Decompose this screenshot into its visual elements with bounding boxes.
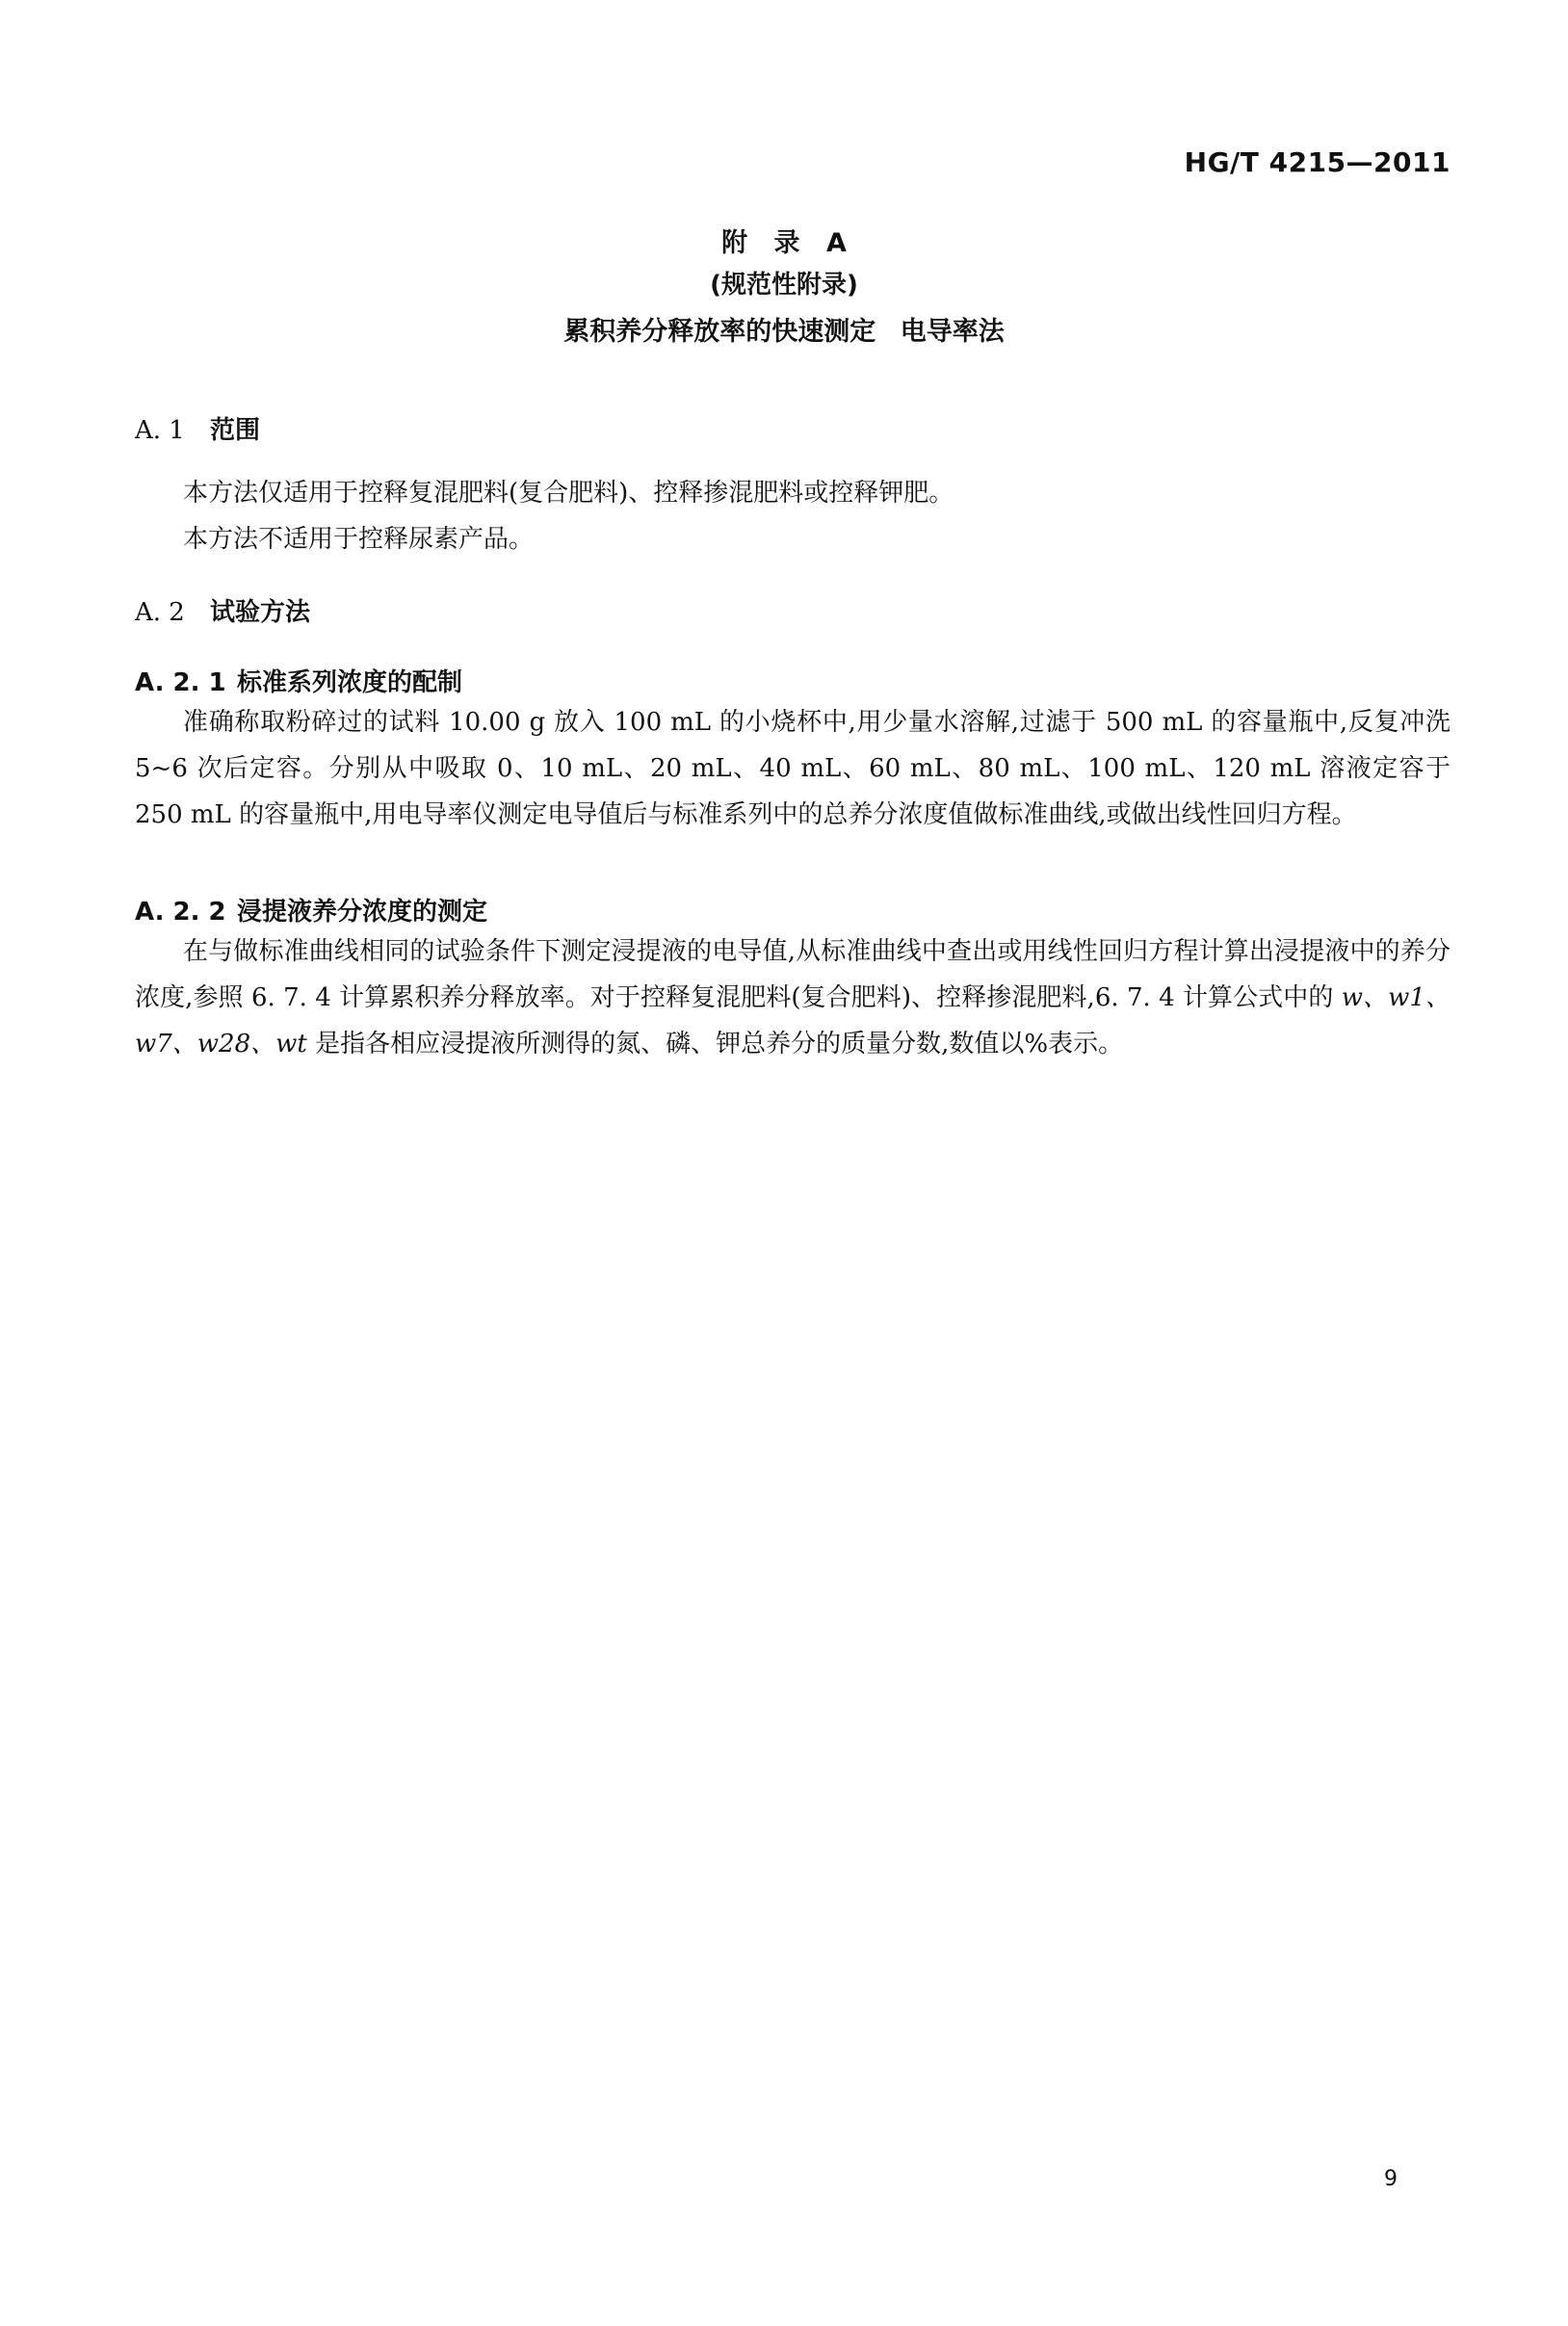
section-a22-heading — [135, 892, 487, 928]
section-a1-paragraph-2: 本方法不适用于控释尿素产品。 — [183, 525, 535, 554]
section-a22-number: A. 2. 2 — [135, 898, 226, 927]
section-a1-paragraph-1: 本方法仅适用于控释复混肥料(复合肥料)、控释掺混肥料或控释钾肥。 — [183, 479, 954, 508]
standard-code: HG/T 4215—2011 — [1184, 146, 1450, 178]
section-a21-title: 标准系列浓度的配制 — [237, 668, 463, 697]
section-a1-title: 范围 — [210, 416, 261, 445]
formula-variables: w、w1、w7、w28、wt — [135, 983, 1450, 1058]
section-a22-text-after: 是指各相应浸提液所测得的氮、磷、钾总养分的质量分数,数值以%表示。 — [306, 1030, 1124, 1058]
section-a2-heading — [135, 592, 310, 628]
section-a2-title: 试验方法 — [210, 598, 311, 627]
section-a21-paragraph: 准确称取粉碎过的试料 10.00 g 放入 100 mL 的小烧杯中,用少量水溶解,过滤于 500 mL 的容量瓶中,反复冲洗 5~6 次后定容。分别从中吸取 0、10 mL、20 mL、40 mL、60 mL、80 mL、100 mL、120 mL 溶液定容于 250 mL 的容量瓶中,用电导率仪测定电导值后与标准系列中的总养分浓度值做标准曲线,或做出线性回归方程。 — [135, 708, 1450, 829]
section-a22-title: 浸提液养分浓度的测定 — [237, 898, 488, 927]
section-a21-heading — [135, 663, 462, 698]
annex-normative-label: (规范性附录) — [710, 271, 858, 300]
section-a22-paragraph — [135, 928, 1450, 1067]
annex-subject-title: 累积养分释放率的快速测定 电导率法 — [563, 317, 1005, 347]
section-a21-number: A. 2. 1 — [135, 668, 226, 697]
section-a22-text-before: 在与做标准曲线相同的试验条件下测定浸提液的电导值,从标准曲线中查出或用线性回归方程计算出浸提液中的养分浓度,参照 6. 7. 4 计算累积养分释放率。对于控释复混肥料(复合肥料)、控释掺混肥料,6. 7. 4 计算公式中的 — [135, 937, 1450, 1012]
section-a1-heading — [135, 410, 260, 446]
page-number: 9 — [1384, 2167, 1398, 2191]
annex-title: 附 录 A — [721, 228, 847, 258]
section-a2-number: A. 2 — [135, 598, 185, 627]
section-a1-number: A. 1 — [135, 416, 185, 445]
